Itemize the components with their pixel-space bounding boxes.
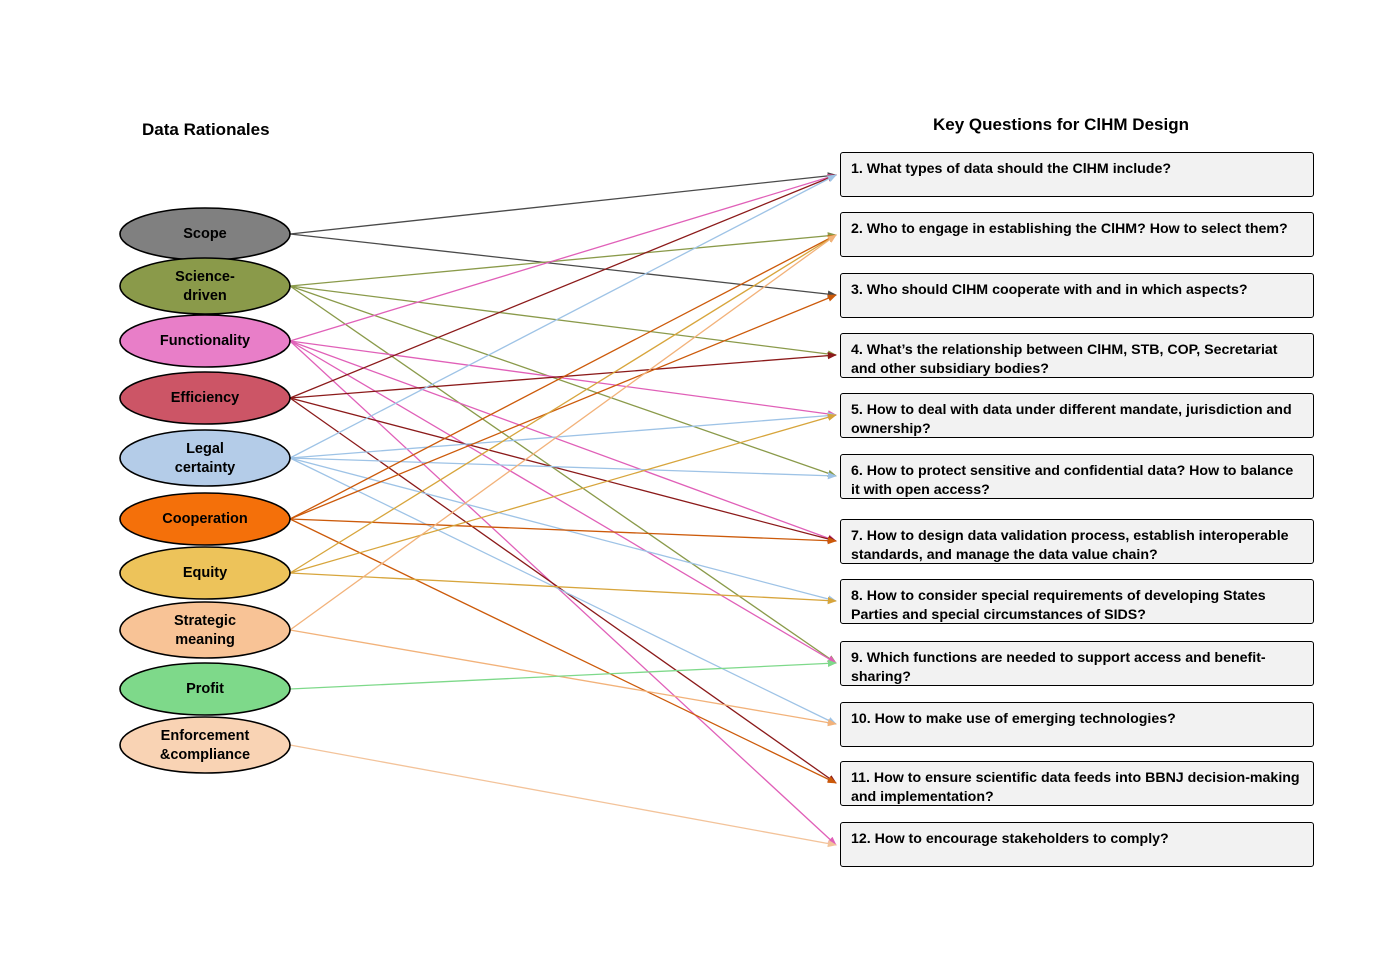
rationale-ellipse-scope (120, 208, 290, 260)
rationale-node-efficiency[interactable] (120, 372, 290, 424)
rationale-node-legal[interactable] (120, 430, 290, 486)
rationale-label-legal: Legal certainty (174, 440, 236, 476)
edge-cooperation-to-q11 (290, 519, 836, 783)
edge-strategic-to-q2 (290, 235, 836, 630)
question-box-10[interactable]: 10. How to make use of emerging technologies? (840, 702, 1314, 747)
right-column-heading: Key Questions for ClHM Design (933, 115, 1189, 134)
edge-functionality-to-q7 (290, 341, 836, 541)
rationale-label-equity: Equity (182, 564, 228, 581)
edge-profit-to-q9 (290, 663, 836, 689)
rationale-node-enforcement[interactable] (120, 717, 290, 773)
rationale-node-cooperation[interactable] (120, 493, 290, 545)
edge-legal-to-q6 (290, 458, 836, 476)
question-box-11[interactable]: 11. How to ensure scientific data feeds into BBNJ decision-making and implementation? (840, 761, 1314, 806)
edge-enforcement-to-q12 (290, 745, 836, 845)
rationale-ellipse-efficiency (120, 372, 290, 424)
rationale-ellipse-cooperation (120, 493, 290, 545)
question-box-2[interactable]: 2. Who to engage in establishing the ClHM? How to select them? (840, 212, 1314, 257)
rationale-label-cooperation: Cooperation (162, 510, 248, 527)
edge-functionality-to-q12 (290, 341, 836, 845)
edge-science-to-q4 (290, 286, 836, 355)
rationale-label-enforcement: Enforcement &compliance (159, 727, 251, 763)
question-box-7[interactable]: 7. How to design data validation process, establish interoperable standards, and manage the data value chain? (840, 519, 1314, 564)
question-box-4[interactable]: 4. What’s the relationship between ClHM, STB, COP, Secretariat and other subsidiary bodies? (840, 333, 1314, 378)
rationale-node-strategic[interactable] (120, 602, 290, 658)
rationale-label-science: Science-driven (175, 268, 235, 304)
edge-cooperation-to-q3 (290, 295, 836, 519)
edge-group (290, 175, 836, 845)
rationale-label-profit: Profit (186, 680, 224, 697)
edge-cooperation-to-q2 (290, 235, 836, 519)
rationale-label-scope: Scope (183, 225, 227, 242)
rationale-ellipse-enforcement (120, 717, 290, 773)
rationale-ellipse-profit (120, 663, 290, 715)
question-box-3[interactable]: 3. Who should ClHM cooperate with and in which aspects? (840, 273, 1314, 318)
rationale-ellipse-legal (120, 430, 290, 486)
rationale-label-efficiency: Efficiency (170, 389, 240, 406)
rationale-ellipse-science (120, 258, 290, 314)
left-column-heading: Data Rationales (142, 120, 270, 139)
edge-strategic-to-q10 (290, 630, 836, 724)
rationale-node-functionality[interactable] (120, 315, 290, 367)
edge-legal-to-q5 (290, 415, 836, 458)
rationale-label-strategic: Strategic meaning (173, 612, 237, 648)
rationale-ellipse-functionality (120, 315, 290, 367)
rationale-node-science[interactable] (120, 258, 290, 314)
rationale-node-profit[interactable] (120, 663, 290, 715)
question-box-12[interactable]: 12. How to encourage stakeholders to comply? (840, 822, 1314, 867)
rationale-ellipse-equity (120, 547, 290, 599)
question-box-1[interactable]: 1. What types of data should the ClHM include? (840, 152, 1314, 197)
rationale-label-functionality: Functionality (159, 332, 251, 349)
edge-equity-to-q8 (290, 573, 836, 601)
edge-legal-to-q10 (290, 458, 836, 724)
question-box-8[interactable]: 8. How to consider special requirements of developing States Parties and special circumstances of SIDS? (840, 579, 1314, 624)
edge-science-to-q6 (290, 286, 836, 476)
rationale-ellipse-strategic (120, 602, 290, 658)
edge-equity-to-q5 (290, 415, 836, 573)
question-box-5[interactable]: 5. How to deal with data under different mandate, jurisdiction and ownership? (840, 393, 1314, 438)
edge-scope-to-q1 (290, 175, 836, 234)
rationale-node-scope[interactable] (120, 208, 290, 260)
question-box-6[interactable]: 6. How to protect sensitive and confidential data? How to balance it with open access? (840, 454, 1314, 499)
rationale-node-equity[interactable] (120, 547, 290, 599)
edge-efficiency-to-q7 (290, 398, 836, 541)
question-box-9[interactable]: 9. Which functions are needed to support access and benefit-sharing? (840, 641, 1314, 686)
edge-functionality-to-q9 (290, 341, 836, 663)
edge-science-to-q9 (290, 286, 836, 663)
